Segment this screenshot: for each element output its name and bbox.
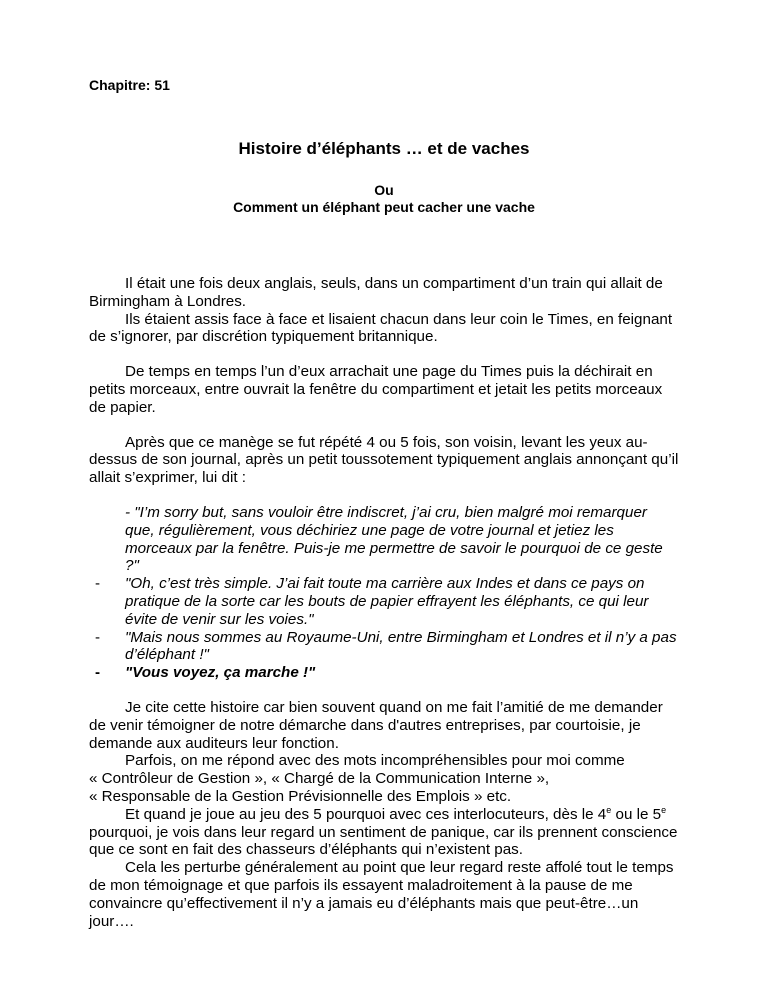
story-p2-line2: « Contrôleur de Gestion », « Chargé de la Communication Interne », xyxy=(89,770,550,788)
dialogue-list xyxy=(89,504,679,682)
story-paragraph-1: Je cite cette histoire car bien souvent quand on me fait l’amitié de me demander de venir témoigner de notre démarche dans d'autres entreprises, par courtoisie, je demande aux auditeurs leur fonction. xyxy=(89,698,663,752)
document-body xyxy=(89,275,679,930)
story-paragraph-2 xyxy=(89,752,679,805)
intro-paragraph-2: Ils étaient assis face à face et lisaient chacun dans leur coin le Times, en feignant de s’ignorer, par discrétion typiquement britannique. xyxy=(89,310,673,346)
chapter-heading: Chapitre: 51 xyxy=(89,77,170,93)
story-p3-part-b: ou le 5 xyxy=(611,805,662,823)
story-paragraph-4: Cela les perturbe généralement au point que leur regard reste affolé tout le temps de mon témoignage et que parfois ils essayent maladroitement à la pause de me convaincre qu’effectivement il n’y a jamais eu d’éléphants mais que peut-être…un jour…. xyxy=(89,859,674,930)
story-p3-part-a: Et quand je joue au jeu des 5 pourquoi avec ces interlocuteurs, dès le 4 xyxy=(125,805,607,823)
document-title: Histoire d’éléphants … et de vaches xyxy=(238,139,530,158)
story-paragraph-3 xyxy=(89,806,679,859)
dialogue-line-2: - "Oh, c’est très simple. J’ai fait toute ma carrière aux Indes et dans ce pays on pratique de la sorte car les bouts de papier effrayent les éléphants, ce qui leur évite de venir sur les voies." xyxy=(125,575,679,628)
story-section xyxy=(89,699,679,930)
subtitle-main: Comment un éléphant peut cacher une vache xyxy=(233,199,535,215)
dialogue-line-4: - "Vous voyez, ça marche !" xyxy=(125,664,679,682)
subtitle-or: Ou xyxy=(374,182,394,198)
dialogue-line-3: - "Mais nous sommes au Royaume-Uni, entre Birmingham et Londres et il n’y a pas d’éléphant !" xyxy=(125,629,679,665)
intro-paragraph-4: Après que ce manège se fut répété 4 ou 5 fois, son voisin, levant les yeux au-dessus de son journal, après un petit toussotement typiquement anglais annonçant qu’il allait s’exprimer, lui dit : xyxy=(89,433,679,487)
intro-paragraph-3: De temps en temps l’un d’eux arrachait une page du Times puis la déchirait en petits morceaux, entre ouvrait la fenêtre du compartiment et jetait les petits morceaux de papier. xyxy=(89,363,663,416)
story-p2-line3: « Responsable de la Gestion Prévisionnelle des Emplois » etc. xyxy=(89,787,512,805)
dialogue-line-1: - "I’m sorry but, sans vouloir être indiscret, j’ai cru, bien malgré moi remarquer que, régulièrement, vous déchiriez une page de votre journal et jetiez les morceaux par la fenêtre. Puis-je me permettre de savoir le pourquoi de ce geste ?" xyxy=(125,503,663,575)
story-p3-part-c: pourquoi, je vois dans leur regard un sentiment de panique, car ils prennent conscience que ce sont en fait des chasseurs d’éléphants qui n’existent pas. xyxy=(89,823,678,859)
intro-paragraph-1: Il était une fois deux anglais, seuls, dans un compartiment d’un train qui allait de Birmingham à Londres. xyxy=(89,275,663,310)
superscript-e-2: e xyxy=(661,804,667,815)
superscript-e-1: e xyxy=(606,804,612,815)
story-p2-line1: Parfois, on me répond avec des mots incompréhensibles pour moi comme xyxy=(125,752,625,770)
